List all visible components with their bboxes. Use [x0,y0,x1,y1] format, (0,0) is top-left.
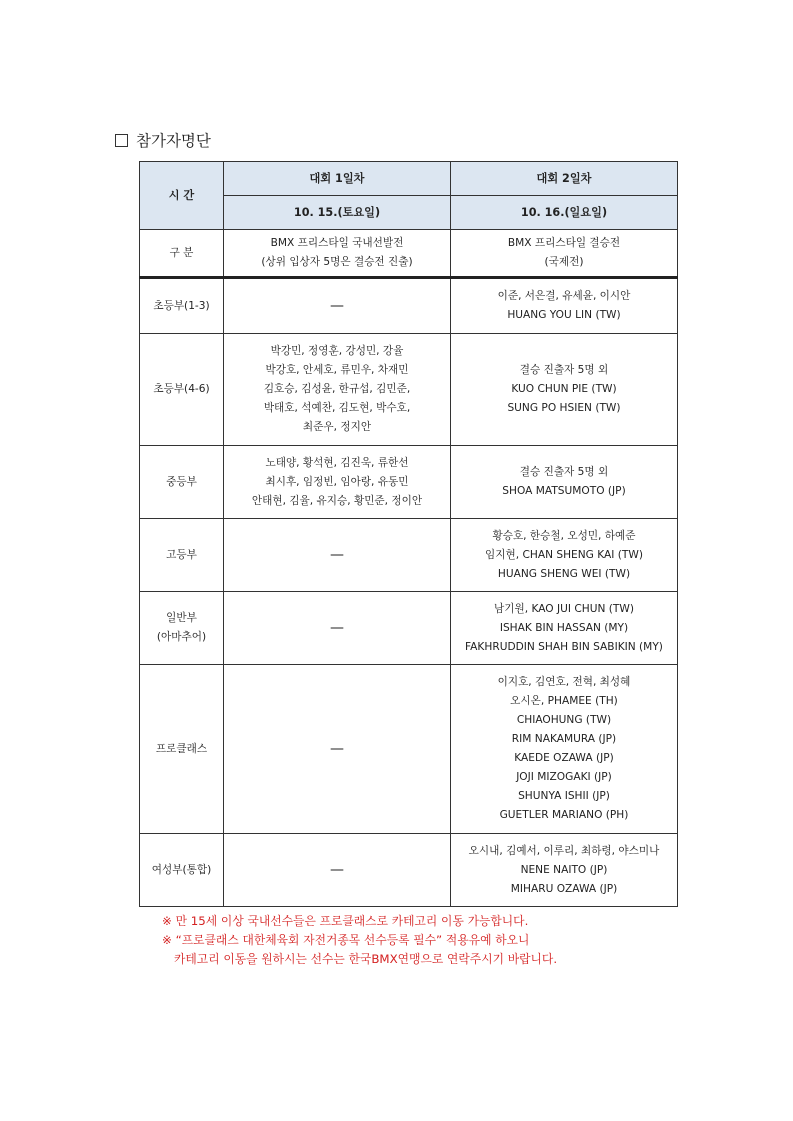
cell-line: 프로클래스 [155,742,208,755]
table-row [140,278,678,334]
cell-line: HUANG SHENG WEI (TW) [497,567,631,580]
division-cell [140,519,224,592]
empty-dash: — [330,619,344,636]
cell-line: 황승호, 한승철, 오성민, 하예준 [492,529,636,542]
cell-line: 박강호, 안세호, 류민우, 차재민 [265,364,409,376]
note-line: ※ 만 15세 이상 국내선수들은 프로클래스로 카테고리 이동 가능합니다. [162,914,529,928]
cell-line: 안태현, 김율, 유지승, 황민준, 정이안 [251,494,423,507]
section-heading [115,129,211,151]
cell-line: 최시후, 임정빈, 임아랑, 유동민 [265,475,409,488]
checkbox-square-icon [115,134,128,147]
day1-cell [224,334,451,446]
cell-line: 임지현, CHAN SHENG KAI (TW) [485,548,643,561]
participant-table [139,161,678,907]
cell-line: 초등부(4-6) [153,383,210,395]
table-row [140,665,678,834]
day1-cell [224,834,451,907]
cell-line: 결승 진출자 5명 외 [519,466,609,478]
cell-line: 초등부(1-3) [153,299,210,312]
division-cell [140,592,224,665]
notes [162,912,557,969]
empty-dash: — [330,297,344,314]
cell-line: 박강민, 정영훈, 강성민, 강율 [270,345,404,357]
cell-line: 김호승, 김성윤, 한규섭, 김민준, [263,383,411,395]
day1-cell [224,592,451,665]
cell-line: 노태양, 황석현, 김진욱, 류한선 [265,456,409,469]
cell-line: 이지호, 김연호, 전혁, 최성혜 [497,676,631,688]
cell-line: MIHARU OZAWA (JP) [510,882,618,895]
day1-header: 대회 1일차 [224,162,451,196]
note-line: ※ “프로클래스 대한체육회 자전거종목 선수등록 필수” 적용유예 하오니 [162,933,530,947]
division-cell [140,446,224,519]
day2-cell [451,334,678,446]
cell-line: CHIAOHUNG (TW) [516,714,612,726]
division-cell [140,834,224,907]
day2-cell [451,278,678,334]
day1-cell [224,519,451,592]
cell-line: 최준우, 정지안 [302,421,372,433]
day2-cell [451,446,678,519]
day2-cell [451,519,678,592]
cell-line: 결승 진출자 5명 외 [519,364,609,376]
day1-cell [224,665,451,834]
table-row [140,519,678,592]
cell-line: 일반부 [166,612,197,624]
cell-line: 중등부 [166,475,197,488]
table-row [140,834,678,907]
empty-dash: — [330,861,344,878]
table-row [140,446,678,519]
cell-line: 고등부 [166,548,197,561]
cell-line: SHUNYA ISHII (JP) [518,790,610,802]
day2-event: BMX 프리스타일 결승전 (국제전) [451,230,678,278]
cell-line: GUETLER MARIANO (PH) [499,809,629,821]
cell-line: JOJI MIZOGAKI (JP) [516,771,612,783]
division-cell [140,278,224,334]
cell-line: ISHAK BIN HASSAN (MY) [499,621,629,634]
day1-event: BMX 프리스타일 국내선발전 (상위 입상자 5명은 결승전 진출) [224,230,451,278]
empty-dash: — [330,546,344,563]
cell-line: 남기원, KAO JUI CHUN (TW) [494,602,634,615]
day2-cell [451,592,678,665]
note-line: 카테고리 이동을 원하시는 선수는 한국BMX연맹으로 연락주시기 바랍니다. [174,952,558,966]
cell-line: (아마추어) [156,631,207,643]
cell-line: KUO CHUN PIE (TW) [511,383,617,395]
day2-cell [451,665,678,834]
day2-header: 대회 2일차 [451,162,678,196]
day2-cell [451,834,678,907]
section-title: 참가자명단 [136,132,211,150]
day2-date: 10. 16.(일요일) [451,196,678,230]
cell-line: 오시온, PHAMEE (TH) [510,695,618,707]
cell-line: SUNG PO HSIEN (TW) [507,402,621,414]
division-cell [140,665,224,834]
time-header: 시 간 [140,162,224,230]
day1-cell [224,278,451,334]
cell-line: 이준, 서은결, 유세윤, 이시안 [497,290,631,302]
cell-line: 오시내, 김예서, 이루리, 최하령, 야스미나 [468,844,660,857]
cell-line: SHOA MATSUMOTO (JP) [502,485,626,497]
cell-line: RIM NAKAMURA (JP) [511,733,617,745]
cell-line: NENE NAITO (JP) [520,863,608,876]
day1-cell [224,446,451,519]
cell-line: FAKHRUDDIN SHAH BIN SABIKIN (MY) [465,640,663,653]
cell-line: KAEDE OZAWA (JP) [514,752,614,764]
cell-line: 박태호, 석예찬, 김도현, 박수호, [263,402,411,414]
cell-line: 여성부(통합) [151,863,212,876]
division-header: 구 분 [140,230,224,278]
table-row [140,592,678,665]
division-cell [140,334,224,446]
day1-date: 10. 15.(토요일) [224,196,451,230]
empty-dash: — [330,740,344,757]
cell-line: HUANG YOU LIN (TW) [507,309,621,321]
table-row [140,334,678,446]
